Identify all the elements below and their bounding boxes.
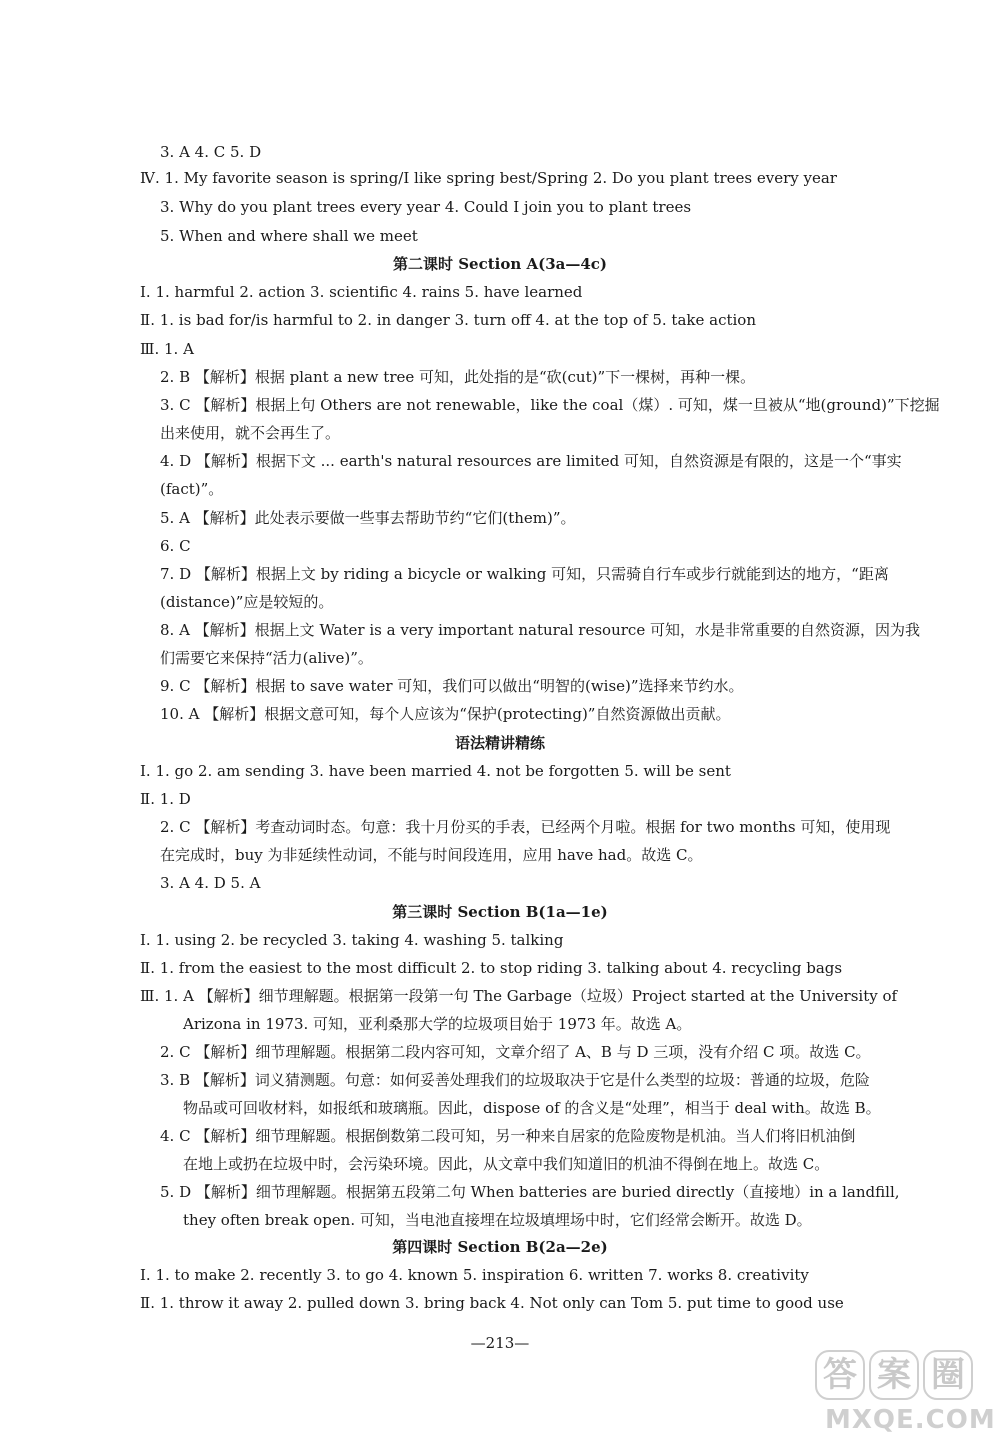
answer-line: 物品或可回收材料，如报纸和玻璃瓶。因此，dispose of 的含义是“处理”，相当于 deal with。故选 B。	[183, 1099, 881, 1117]
section-title: 第三课时 Section B(1a—1e)	[392, 903, 608, 921]
answer-line: (distance)”应是较短的。	[160, 593, 334, 611]
answer-line: 2. C 【解析】考查动词时态。句意：我十月份买的手表，已经两个月啦。根据 for two months 可知，使用现	[160, 818, 891, 836]
section-title: 语法精讲精练	[454, 734, 545, 752]
answer-line: 6. C	[160, 537, 191, 555]
answer-line: Ⅰ. 1. using 2. be recycled 3. taking 4. washing 5. talking	[140, 931, 564, 949]
answer-line: Arizona in 1973. 可知，亚利桑那大学的垃圾项目始于 1973 年。故选 A。	[183, 1015, 692, 1033]
answer-line: 5. D 【解析】细节理解题。根据第五段第二句 When batteries are buried directly（直接地）in a landfill,	[160, 1183, 900, 1201]
answer-line: Ⅲ. 1. A 【解析】细节理解题。根据第一段第一句 The Garbage（垃圾）Project started at the University of	[140, 987, 898, 1005]
answer-line: 9. C 【解析】根据 to save water 可知，我们可以做出“明智的(wise)”选择来节约水。	[160, 677, 744, 695]
answer-line: (fact)”。	[160, 480, 224, 498]
answer-line: Ⅰ. 1. harmful 2. action 3. scientific 4. rains 5. have learned	[140, 283, 583, 301]
answer-line: 3. A 4. C 5. D	[160, 143, 262, 161]
answer-line: 出来使用，就不会再生了。	[160, 424, 341, 442]
watermark-char: 案	[869, 1350, 919, 1400]
answer-line: 3. C 【解析】根据上句 Others are not renewable，like the coal（煤）. 可知，煤一旦被从“地(ground)”下挖掘	[160, 396, 940, 414]
answer-line: 3. Why do you plant trees every year 4. Could I join you to plant trees	[160, 198, 692, 216]
answer-line: 3. B 【解析】词义猜测题。句意：如何妥善处理我们的垃圾取决于它是什么类型的垃圾：普通的垃圾，危险	[160, 1071, 870, 1089]
watermark-char: 答	[815, 1350, 865, 1400]
answer-line: 5. A 【解析】此处表示要做一些事去帮助节约“它们(them)”。	[160, 509, 576, 527]
answer-line: 8. A 【解析】根据上文 Water is a very important natural resource 可知，水是非常重要的自然资源，因为我	[160, 621, 920, 639]
watermark-char: 圈	[923, 1350, 973, 1400]
answer-line: 们需要它来保持“活力(alive)”。	[160, 649, 373, 667]
watermark-logo	[815, 1350, 996, 1435]
answer-line: Ⅱ. 1. is bad for/is harmful to 2. in danger 3. turn off 4. at the top of 5. take action	[140, 311, 756, 329]
answer-line: 2. C 【解析】细节理解题。根据第二段内容可知，文章介绍了 A、B 与 D 三项，没有介绍 C 项。故选 C。	[160, 1043, 871, 1061]
answer-line: 7. D 【解析】根据上文 by riding a bicycle or walking 可知，只需骑自行车或步行就能到达的地方，“距离	[160, 565, 889, 583]
answer-line: 在完成时，buy 为非延续性动词，不能与时间段连用，应用 have had。故选 C。	[160, 846, 703, 864]
answer-line: 2. B 【解析】根据 plant a new tree 可知，此处指的是“砍(cut)”下一棵树，再种一棵。	[160, 368, 756, 386]
answer-line: 4. D 【解析】根据下文 ... earth's natural resources are limited 可知，自然资源是有限的，这是一个“事实	[160, 452, 902, 470]
answer-line: 5. When and where shall we meet	[160, 227, 418, 245]
answer-line: Ⅱ. 1. from the easiest to the most difficult 2. to stop riding 3. talking about 4. recycling bags	[140, 959, 843, 977]
answer-line: they often break open. 可知，当电池直接埋在垃圾填埋场中时，它们经常会断开。故选 D。	[183, 1211, 812, 1229]
answer-line: 3. A 4. D 5. A	[160, 874, 261, 892]
answer-line: Ⅱ. 1. D	[140, 790, 191, 808]
page-number: —213—	[470, 1334, 530, 1352]
answer-line: Ⅳ. 1. My favorite season is spring/I like spring best/Spring 2. Do you plant trees every year	[140, 169, 837, 187]
answer-line: 在地上或扔在垃圾中时，会污染环境。因此，从文章中我们知道旧的机油不得倒在地上。故选 C。	[183, 1155, 830, 1173]
answer-line: Ⅲ. 1. A	[140, 340, 194, 358]
watermark-site: MXQE.COM	[825, 1405, 996, 1435]
answer-line: 4. C 【解析】细节理解题。根据倒数第二段可知，另一种来自居家的危险废物是机油。当人们将旧机油倒	[160, 1127, 856, 1145]
answer-line: Ⅰ. 1. go 2. am sending 3. have been married 4. not be forgotten 5. will be sent	[140, 762, 731, 780]
section-title: 第二课时 Section A(3a—4c)	[392, 255, 608, 273]
section-title: 第四课时 Section B(2a—2e)	[392, 1238, 608, 1256]
answer-line: Ⅰ. 1. to make 2. recently 3. to go 4. known 5. inspiration 6. written 7. works 8. creativity	[140, 1266, 809, 1284]
answer-line: Ⅱ. 1. throw it away 2. pulled down 3. bring back 4. Not only can Tom 5. put time to good use	[140, 1294, 844, 1312]
answer-line: 10. A 【解析】根据文意可知，每个人应该为“保护(protecting)”自然资源做出贡献。	[160, 705, 731, 723]
